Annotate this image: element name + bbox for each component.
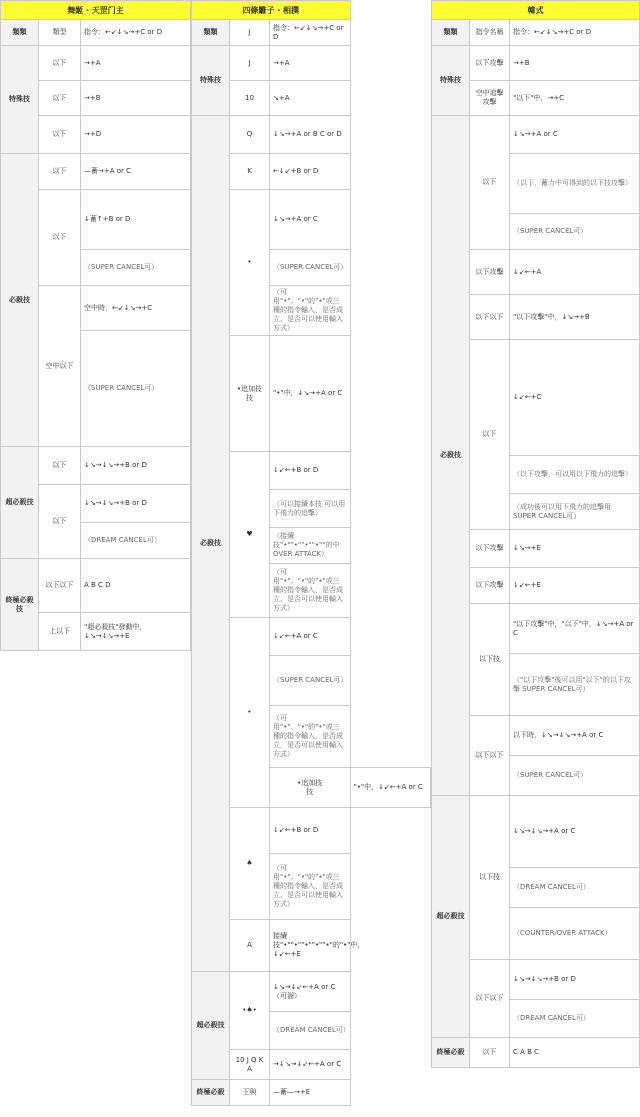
category-cell: 終極必殺技: [1, 559, 39, 651]
command-cell: ↓↘→↓↙←+A or C（可溜）: [270, 972, 351, 1012]
command-cell: （SUPER CANCEL可）: [81, 250, 191, 286]
command-cell: ↘+A: [270, 81, 351, 116]
command-cell: （SUPER CANCEL可）: [510, 214, 640, 250]
command-cell: →+B: [510, 46, 640, 81]
moves-table-middle: [191, 0, 431, 1106]
command-cell: （DREAM CANCEL可）: [510, 1000, 640, 1038]
command-cell: ↓↘→↓↘→+B or D: [510, 960, 640, 1000]
category-cell: 類類: [1, 20, 39, 46]
category-cell: 終極必殺: [432, 1038, 470, 1068]
table-row: [432, 46, 640, 81]
move-name-cell: 以下以下: [470, 716, 510, 796]
move-name-cell: A: [230, 920, 270, 972]
command-cell: （以下攻擊，可以用以下飛力的追擊）: [510, 456, 640, 494]
command-cell: ↓↘→+A or B C or D: [270, 116, 351, 154]
command-cell: ↓蓄↑+B or D: [81, 190, 191, 250]
command-cell: ↓↙←+B or D: [270, 452, 351, 490]
move-name-cell: 以下以下: [39, 559, 81, 613]
command-cell: →+A: [81, 46, 191, 81]
command-cell: "以下"中，→+C: [510, 81, 640, 116]
command-cell: （SUPER CANCEL可）: [510, 756, 640, 796]
command-cell: （COUNTER/OVER ATTACK）: [510, 908, 640, 960]
command-cell: （SUPER CANCEL可）: [270, 656, 351, 706]
move-name-cell: 以下: [39, 190, 81, 286]
command-cell: ↓↘→+E: [510, 530, 640, 568]
command-cell: （可用"•"、"•"的"•"或三種的指令輸入，是否成立，是否可以使用輸入方式）: [270, 854, 351, 920]
command-cell: ↓↙←+E: [510, 568, 640, 604]
command-cell: 指令：←↙↓↘→+C or D: [270, 20, 351, 46]
category-cell: 超必殺技: [432, 796, 470, 1038]
command-cell: ↓↘→+A or C: [270, 190, 351, 250]
command-cell: （接續技"•""•""•""•""的中OVER ATTACK）: [270, 528, 351, 564]
command-cell: （"以下攻擊"後可以用"以下"的以下攻擊 SUPER CANCEL可）: [510, 654, 640, 716]
category-cell: 超必殺技: [1, 447, 39, 559]
command-cell: ↓↘→+A or C: [510, 116, 640, 154]
move-name-cell: 以下技: [470, 796, 510, 960]
move-name-cell: 以下: [39, 46, 81, 81]
move-name-cell: J: [230, 46, 270, 81]
command-cell: （SUPER CANCEL可）: [81, 331, 191, 447]
move-name-cell: 以下: [470, 116, 510, 250]
table-row: [192, 116, 431, 154]
move-name-cell: 以下: [39, 447, 81, 485]
panel-title: 舞姬 · 天罡门主: [1, 1, 191, 20]
move-name-cell: 以下以下: [470, 295, 510, 340]
category-cell: 類類: [432, 20, 470, 46]
move-name-cell: Q: [230, 116, 270, 154]
category-cell: 終極必殺: [192, 1080, 230, 1106]
table-row: [192, 46, 431, 81]
move-name-cell: 以下攻擊: [470, 530, 510, 568]
table-row: [192, 20, 431, 46]
move-name-cell: 指令名稱: [470, 20, 510, 46]
moves-table-right: [431, 0, 640, 1068]
category-cell: 超必殺技: [192, 972, 230, 1080]
command-cell: ↓↘→↓↘→+A or C: [510, 796, 640, 868]
move-name-cell: 空中追擊攻擊: [470, 81, 510, 116]
table-row: [192, 1080, 431, 1106]
command-cell: ↓↘→↓↘→+B or D: [81, 485, 191, 523]
command-cell: "•"中，↓↙←+A or C: [350, 768, 431, 808]
command-cell: 空中時，←↙↓↘→+C: [81, 286, 191, 331]
command-cell: 以下時，↓↘→↓↘→+A or C: [510, 716, 640, 756]
table-row: [1, 447, 191, 485]
command-cell: C A B C: [510, 1038, 640, 1068]
table-row: [1, 559, 191, 613]
table-row: [432, 796, 640, 868]
category-cell: 特殊技: [192, 46, 230, 116]
command-cell: （可以接續本技 可以用下飛力的追擊）: [270, 490, 351, 528]
command-cell: →↓↘→↓↙←+A or C: [270, 1050, 351, 1080]
panel-title: 四條雛子 · 相撲: [192, 1, 351, 20]
move-name-cell: ♠: [230, 808, 270, 920]
command-cell: 指令：←↙↓↘→+C or D: [81, 20, 191, 46]
command-cell: —蓄→+A or C: [81, 154, 191, 190]
command-cell: "以下攻擊"中，↓↘→+B: [510, 295, 640, 340]
move-name-cell: J: [230, 20, 270, 46]
move-name-cell: 以下: [39, 485, 81, 559]
command-cell: （DREAM CANCEL可）: [270, 1012, 351, 1050]
table-row: [1, 46, 191, 81]
command-cell: →+B: [81, 81, 191, 116]
command-cell: （可用"•"、"•"的"•"或三種的指令輸入，是否成立，是否可以使用輸入方式）: [270, 564, 351, 618]
move-name-cell: 以下: [470, 340, 510, 530]
move-name-cell: 以下攻擊: [470, 250, 510, 295]
command-cell: →+D: [81, 116, 191, 154]
command-cell: ↓↙←+C: [510, 340, 640, 456]
command-cell: ↓↘→↓↘→+B or D: [81, 447, 191, 485]
move-name-cell: •追加技 技: [230, 336, 270, 452]
move-name-cell: 空中以下: [39, 286, 81, 447]
move-name-cell: ♥: [230, 452, 270, 618]
command-cell: （以下，蓄力中可得到的以下技攻擊）: [510, 154, 640, 214]
move-name-cell: K: [230, 154, 270, 190]
table-row: [432, 1038, 640, 1068]
command-cell: "•"中，↓↘→+A or C: [270, 336, 351, 452]
table-row: [192, 972, 431, 1012]
command-cell: 指令：←↙↓↘→+C or D: [510, 20, 640, 46]
move-name-cell: •: [230, 190, 270, 336]
command-cell: →+A: [270, 46, 351, 81]
table-row: [1, 154, 191, 190]
command-cell: （成功後可以用下飛力的追擊用 SUPER CANCEL可）: [510, 494, 640, 530]
command-cell: （可用"•"、"•"的"•"或三種的指令輸入，是否成立，是否可以使用輸入方式）: [270, 706, 351, 768]
panel-title: 韓式: [432, 1, 640, 20]
command-cell: "超必殺技"發動中，↓↘→↓↘→+E: [81, 613, 191, 651]
table-row: [432, 20, 640, 46]
category-cell: 特殊技: [1, 46, 39, 154]
move-name-cell: •追加技 技: [270, 768, 351, 808]
move-name-cell: 以下攻擊: [470, 568, 510, 604]
move-name-cell: 以下: [39, 116, 81, 154]
category-cell: 類類: [192, 20, 230, 46]
command-cell: ↓↙←+A: [510, 250, 640, 295]
command-cell: "以下攻擊"中，"以下"中，↓↘→+A or C: [510, 604, 640, 654]
command-cell: （SUPER CANCEL可）: [270, 250, 351, 286]
move-name-cell: 以下: [39, 81, 81, 116]
move-name-cell: 王與: [230, 1080, 270, 1106]
moves-table-left: [0, 0, 191, 651]
command-cell: A B C D: [81, 559, 191, 613]
command-cell: ↓↙←+B or D: [270, 808, 351, 854]
move-name-cell: 以下: [39, 154, 81, 190]
category-cell: 必殺技: [192, 116, 230, 972]
move-name-cell: 10: [230, 81, 270, 116]
command-cell: 接續技"•""•""•""•""•"的"•"中，↓↙←+E: [270, 920, 351, 972]
move-name-cell: 以下技: [470, 604, 510, 716]
move-name-cell: 以下攻擊: [470, 46, 510, 81]
table-row: [432, 116, 640, 154]
command-cell: ←↓↙+B or D: [270, 154, 351, 190]
category-cell: 必殺技: [1, 154, 39, 447]
move-name-cell: 10 J Q K A: [230, 1050, 270, 1080]
command-cell: （DREAM CANCEL可）: [81, 523, 191, 559]
move-name-cell: 上以下: [39, 613, 81, 651]
move-name-cell: 類型: [39, 20, 81, 46]
command-cell: —蓄—→+E: [270, 1080, 351, 1106]
table-row: [1, 20, 191, 46]
move-name-cell: •♠•: [230, 972, 270, 1050]
category-cell: 必殺技: [432, 116, 470, 796]
move-name-cell: 以下以下: [470, 960, 510, 1038]
move-name-cell: •: [230, 618, 270, 808]
command-cell: ↓↙←+A or C: [270, 618, 351, 656]
command-cell: （可用"•"、"•"的"•"或三種的指令輸入，是否成立，是否可以使用輸入方式）: [270, 286, 351, 336]
command-cell: （DREAM CANCEL可）: [510, 868, 640, 908]
move-name-cell: 以下: [470, 1038, 510, 1068]
category-cell: 特殊技: [432, 46, 470, 116]
